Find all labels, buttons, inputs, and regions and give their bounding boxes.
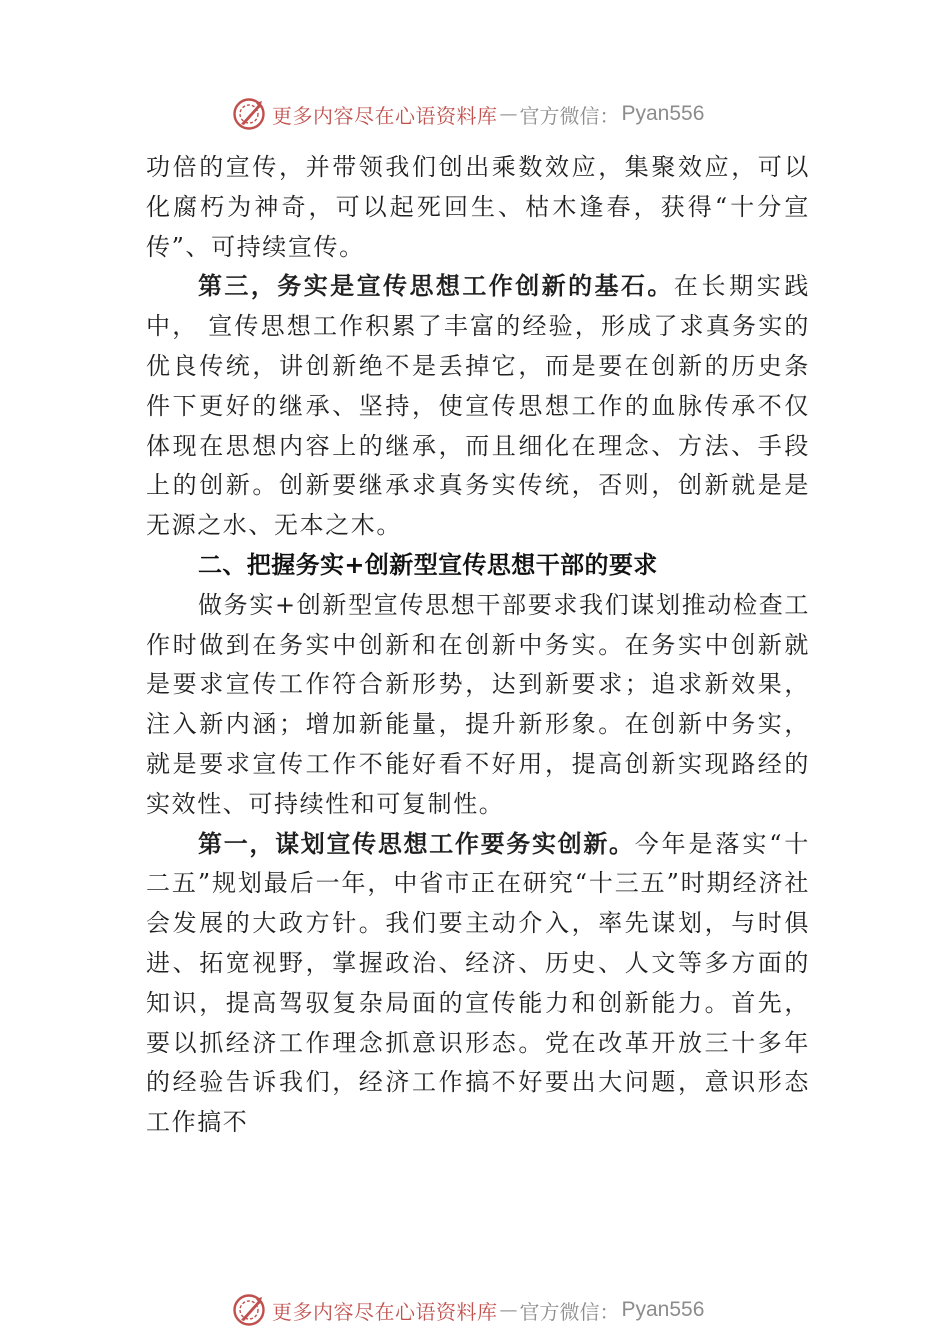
paragraph-lead: 第一，谋划宣传思想工作要务实创新。 [198,829,635,858]
watermark-text: 更多内容尽在心语资料库 [272,1299,498,1324]
quill-seal-logo-icon [232,97,266,131]
paragraph-text: 做务实+创新型宣传思想干部要求我们谋划推动检查工作时做到在务实中创新和在创新中务实。在务实中创新就是要求宣传工作符合新形势，达到新要求；追求新效果，注入新内涵；增加新能量，提升新形象。在创新中务实，就是要求宣传工作不能好看不好用，提高创新实现路经的实效性、可持续性和可复制性。 [146,590,810,818]
paragraph-continuation [146,148,810,267]
watermark-wechat-id: Pyan556 [621,1298,705,1321]
paragraph-lead: 第三，务实是宣传思想工作创新的基石。 [198,272,674,301]
paragraph-text: 功倍的宣传，并带领我们创出乘数效应，集聚效应，可以化腐朽为神奇，可以起死回生、枯木逢春，获得“十分宣传”、可持续宣传。 [146,153,810,261]
paragraph-third-point [146,267,810,546]
watermark-text: 更多内容尽在心语资料库 [272,103,498,128]
paragraph-requirements [146,586,810,825]
paragraph-first-point [146,825,810,1143]
quill-seal-logo-icon [232,1293,266,1327]
footer-watermark [232,1292,704,1328]
watermark-wechat-label: 官方微信： [519,1299,620,1324]
paragraph-text: 今年是落实“十 二五”规划最后一年，中省市正在研究“十三五”时期经济社会发展的大政方针。我们要主动介入，率先谋划，与时俱进、拓宽视野，掌握政治、经济、历史、人文等多方面的知识，提高驾驭复杂局面的宣传能力和创新能力。首先，要以抓经济工作理念抓意识形态。党在改革开放三十多年的经验告诉我们，经济工作搞不好要出大问题，意识形态工作搞不 [146,829,810,1137]
header-watermark [232,96,704,132]
watermark-separator: — [499,1299,518,1321]
document-body [146,148,810,1143]
watermark-wechat-id: Pyan556 [621,102,705,125]
watermark-separator: — [499,103,518,125]
watermark-wechat-label: 官方微信： [519,103,620,128]
section-heading: 二、把握务实+创新型宣传思想干部的要求 [198,550,658,579]
paragraph-text: 在长期实践中， 宣传思想工作积累了丰富的经验，形成了求真务实的优良传统，讲创新绝不是丢掉它，而是要在创新的历史条件下更好的继承、坚持，使宣传思想工作的血脉传承不仅体现在思想内容上的继承，而且细化在理念、方法、手段上的创新。创新要继承求真务实传统，否则，创新就是是无源之水、无本之木。 [146,272,811,540]
